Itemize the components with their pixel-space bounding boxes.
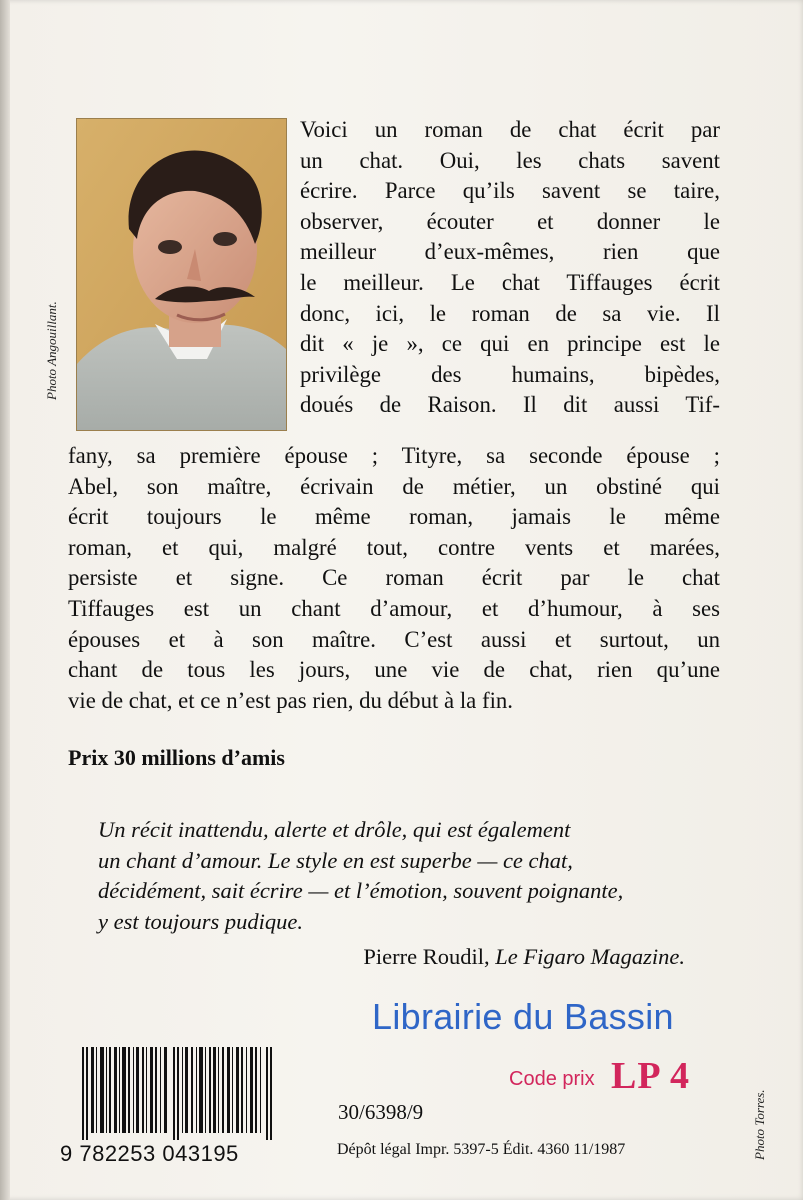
review-quote: [98, 815, 715, 937]
review-line: un chant d’amour. Le style en est superbe — ce chat,: [98, 847, 573, 873]
blurb-line: dit « je », ce qui en principe est le: [300, 331, 720, 357]
review-line: Un récit inattendu, alerte et drôle, qui est également: [98, 817, 571, 842]
author-portrait-image: [77, 119, 286, 430]
blurb-line: écrit toujours le même roman, jamais le même: [68, 504, 720, 530]
blurb-line: observer, écouter et donner le: [300, 208, 720, 234]
review-line: y est toujours pudique.: [98, 908, 303, 934]
review-publication: Le Figaro Magazine.: [495, 944, 685, 969]
blurb-line: un chat. Oui, les chats savent: [300, 147, 720, 173]
legal-deposit-line: Dépôt légal Impr. 5397-5 Édit. 4360 11/1987: [337, 1141, 626, 1158]
isbn-barcode: [60, 1043, 298, 1165]
photo-credit-left: Photo Angouillant.: [44, 301, 59, 400]
review-author: Pierre Roudil,: [363, 944, 496, 969]
blurb-line: roman, et qui, malgré tout, contre vents et marées,: [68, 534, 720, 560]
cover-edge-shadow: [0, 0, 10, 1200]
blurb-line: privilège des humains, bipèdes,: [300, 361, 720, 387]
blurb-line-last: vie de chat, et ce n’est pas rien, du début à la fin.: [68, 687, 513, 713]
photo-credit-right: Photo Torres.: [752, 1089, 767, 1160]
barcode-digits: 9 782253 043195: [60, 1141, 239, 1166]
blurb-line: le meilleur. Le chat Tiffauges écrit: [300, 269, 720, 295]
blurb-line: meilleur d’eux-mêmes, rien que: [300, 239, 720, 265]
bookseller-watermark: Librairie du Bassin: [372, 996, 674, 1037]
blurb-line: Tiffauges est un chant d’amour, et d’humour, à ses: [68, 595, 720, 621]
blurb-full-paragraph: [68, 441, 720, 716]
author-photo: [76, 118, 287, 431]
blurb-line: fany, sa première épouse ; Tityre, sa seconde épouse ;: [68, 443, 720, 468]
review-line: décidément, sait écrire — et l’émotion, souvent poignante,: [98, 878, 624, 903]
blurb-line: doués de Raison. Il dit aussi Tif-: [300, 392, 720, 418]
prize-heading: Prix 30 millions d’amis: [68, 745, 285, 770]
blurb-top-paragraph: [300, 115, 720, 421]
blurb-line: chant de tous les jours, une vie de chat, rien qu’une: [68, 657, 720, 683]
review-attribution: [363, 944, 685, 970]
price-code-label: Code prix: [509, 1068, 595, 1090]
blurb-line: épouses et à son maître. C’est aussi et surtout, un: [68, 626, 720, 652]
blurb-line: Abel, son maître, écrivain de métier, un obstiné qui: [68, 473, 720, 499]
blurb-line: persiste et signe. Ce roman écrit par le chat: [68, 565, 720, 591]
reference-number: 30/6398/9: [338, 1100, 424, 1124]
blurb-line: donc, ici, le roman de sa vie. Il: [300, 300, 720, 326]
price-code-value: LP 4: [611, 1055, 690, 1097]
blurb-line: écrire. Parce qu’ils savent se taire,: [300, 178, 720, 204]
barcode-bars: [82, 1047, 272, 1140]
blurb-line: Voici un roman de chat écrit par: [300, 117, 720, 142]
